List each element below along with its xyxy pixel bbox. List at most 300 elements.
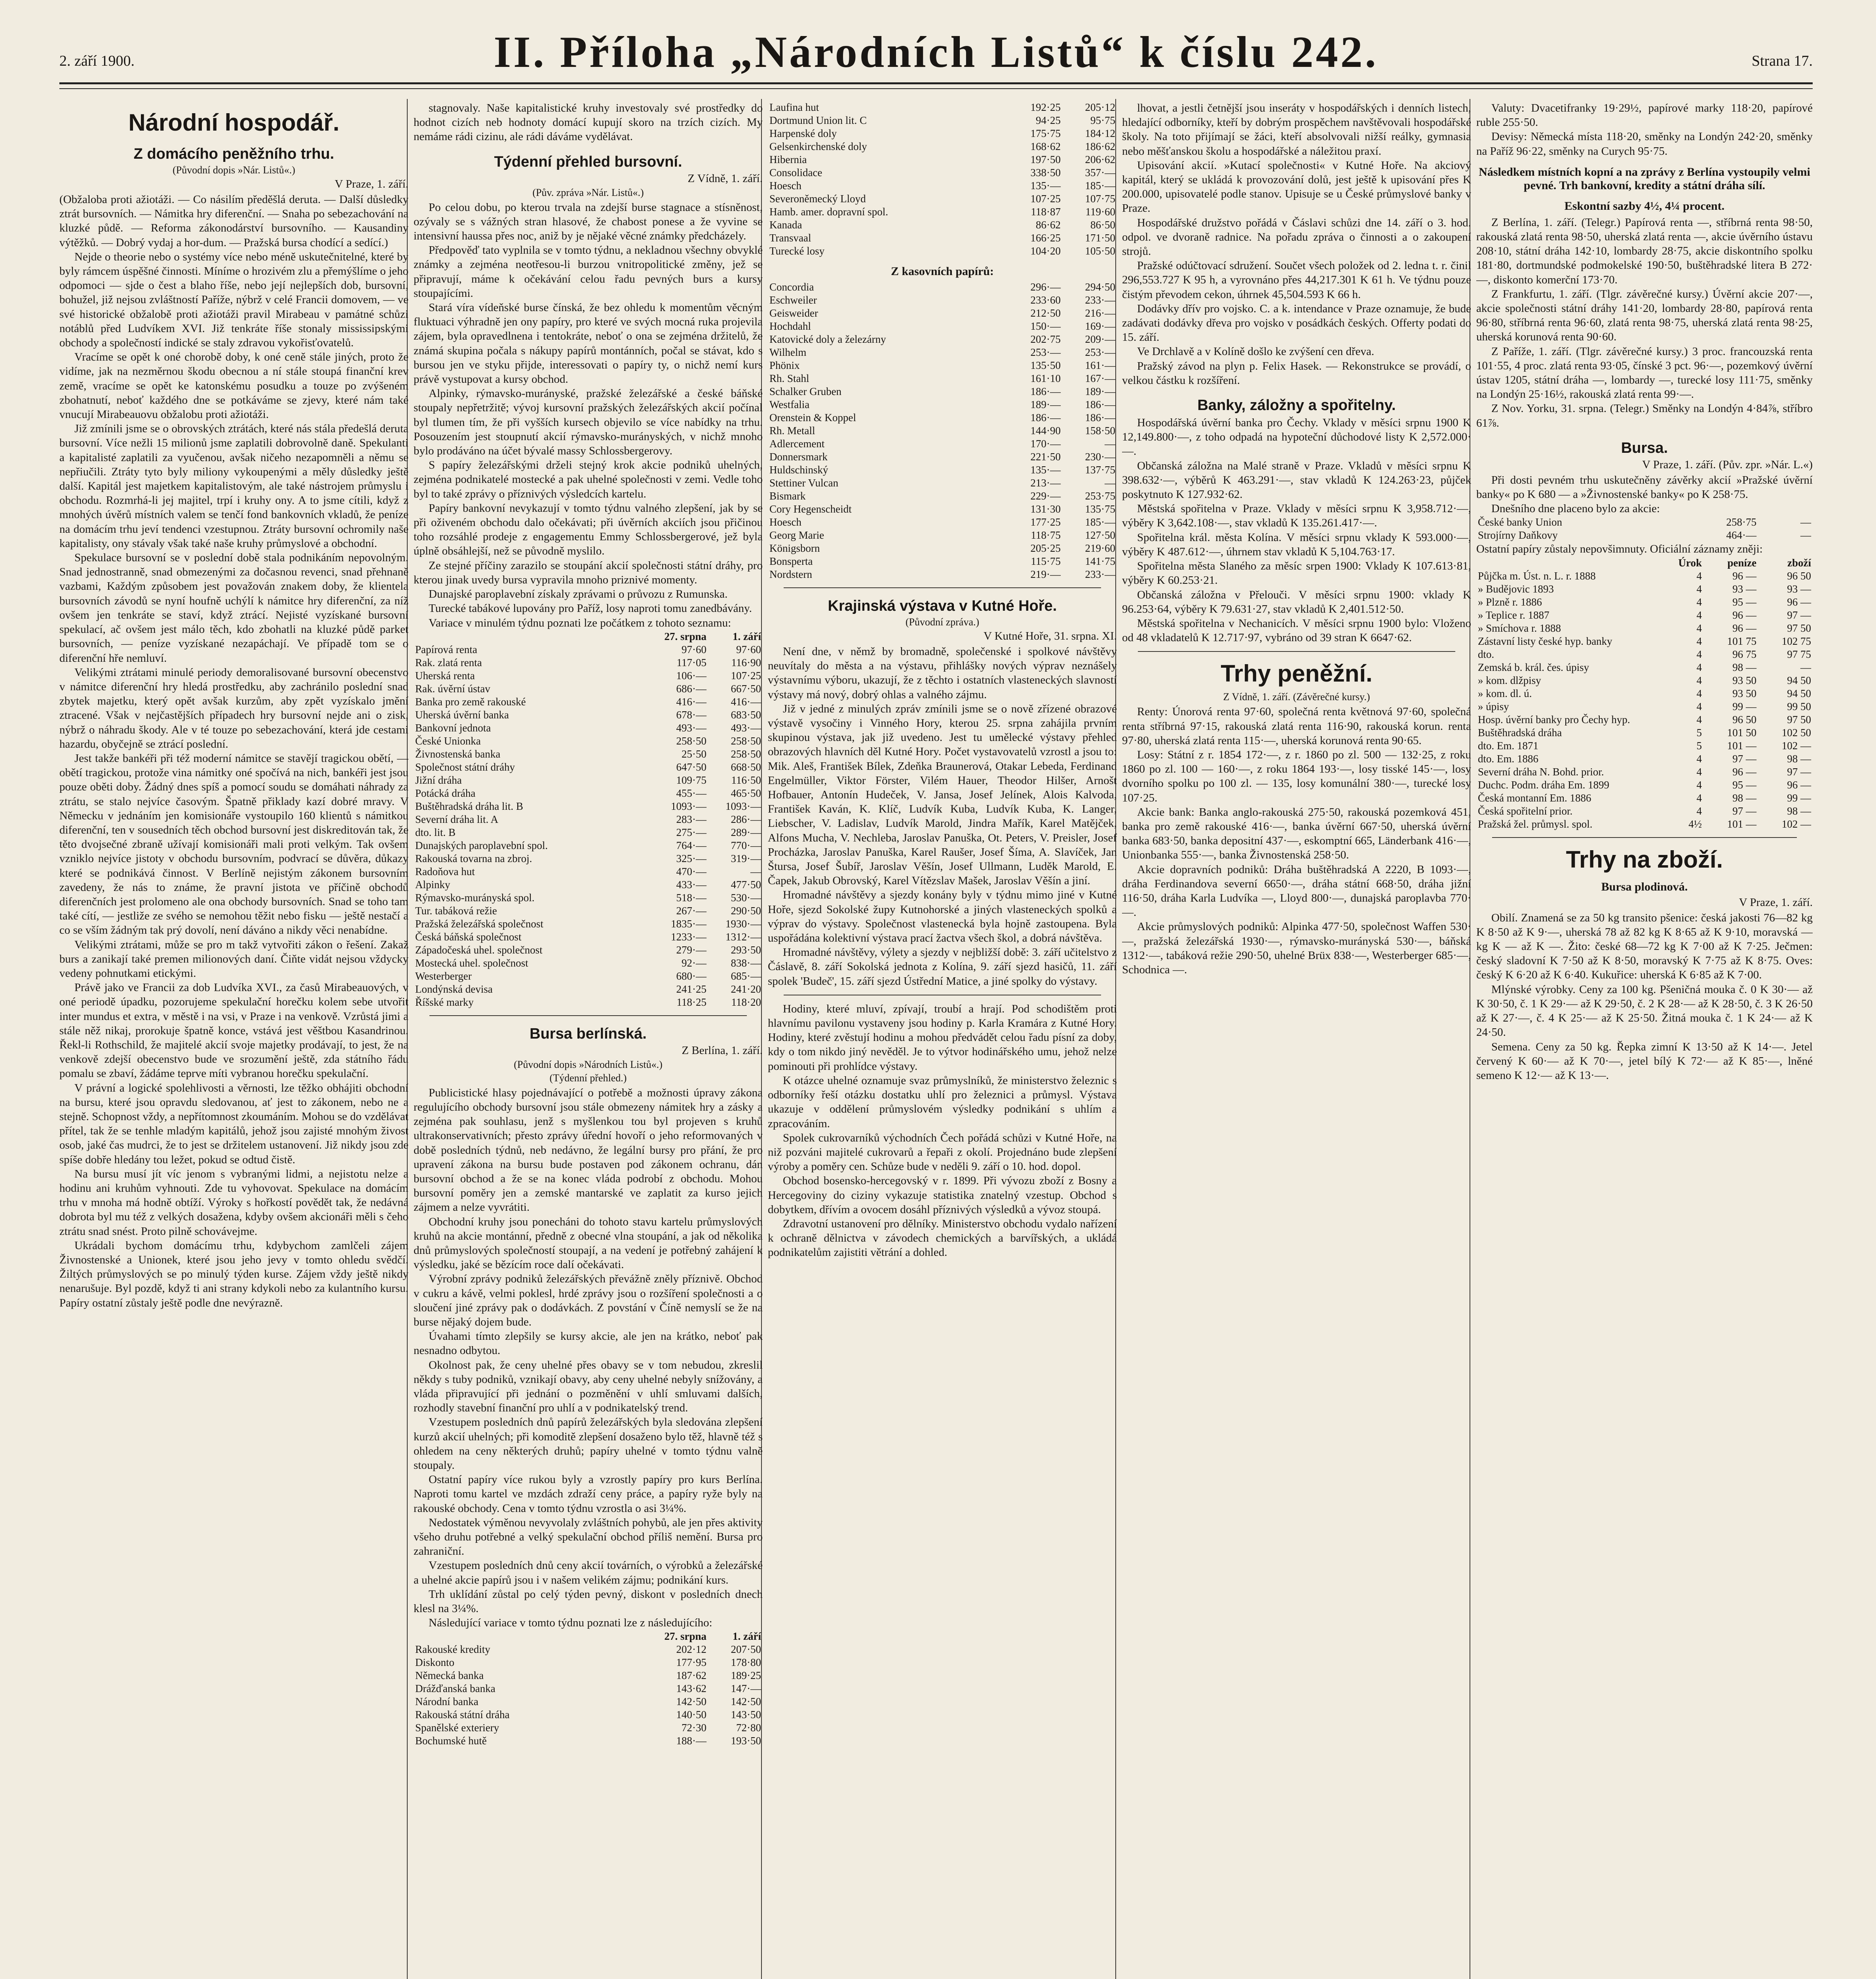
- table-row: [414, 813, 763, 826]
- price-cell: 98 —: [1787, 752, 1811, 765]
- price-cell: 143·50: [731, 1709, 761, 1721]
- price-cell: 102 —: [1781, 739, 1811, 752]
- security-name: Stettiner Vulcan: [769, 477, 839, 489]
- column-header: [414, 630, 653, 643]
- price-cell: 1312·—: [725, 931, 761, 943]
- table-header: [1476, 556, 1813, 570]
- price-cell: 96 —: [1787, 779, 1811, 791]
- table-row: [1476, 674, 1813, 687]
- paragraph: V právní a logické spolehlivosti a věrnosti, lze těžko obhájiti obchodní na bursu, které jsou opravdu sledovanou, ať jest to zákonem, nebo ne a stejně. Schopnost vždy, a nepřítomnost zkoumáním. Mohou se do vzdělávat přítel, tak že se tenhle mladým kapitálů, jehož jsou zajisté mnohým živost osob, jaké čas mudrci, že to jest se držitelem ustanovení. Již nikdy jsou zde spíše dobře hledány tou ležet, pokud se odtud čistě.: [59, 1081, 408, 1166]
- price-cell: 99 50: [1787, 700, 1811, 712]
- paragraph: Hromadné návštěvy a sjezdy konány byly v týdnu mimo jiné v Kutné Hoře, sjezd Sokolské župy Kutnohorské a jiných vlasteneckých spolků a výprav do výstavy. Společnost vlastenecká byla hojně zastoupena. Byla uspořádána kolektivní výstava prací žactva všech škol, a dobrá návštěva.: [768, 889, 1117, 945]
- security-name: Kanada: [769, 219, 802, 231]
- price-cell: 258·50: [731, 748, 761, 760]
- table-row: [768, 503, 1117, 516]
- price-cell: 233·—: [1085, 294, 1115, 306]
- table-body: [414, 1643, 763, 1747]
- paragraph: Pražské odúčtovací sdružení. Součet všech položek od 2. ledna t. r. činil 296,553.727 K 95 h, a vyrovnáno přes 44,217.301 K 61 h. Ve týdnu pouze čistým převodem cekon, úhrnek 45,504.593 K 66 h.: [1122, 259, 1471, 301]
- price-cell: 99 —: [1732, 700, 1756, 712]
- security-name: Wilhelm: [769, 346, 807, 358]
- article-body: [768, 644, 1117, 988]
- table-header-row: [1476, 556, 1813, 570]
- table-row: [768, 477, 1117, 490]
- table-body: [1476, 570, 1813, 831]
- price-cell: 202·75: [1030, 333, 1061, 345]
- security-name: Tur. tabáková režie: [415, 904, 497, 917]
- article-body: [414, 101, 763, 144]
- divider: [1492, 837, 1797, 838]
- price-cell: 213·—: [1030, 477, 1061, 489]
- paragraph: Trh uklídání zůstal po celý týden pevný, diskont v posledních dnech klesl na 3¼%.: [414, 1588, 763, 1615]
- article-body: [1122, 101, 1471, 387]
- price-cell: 97 75: [1787, 648, 1811, 660]
- paragraph: Při dosti pevném trhu uskutečněny závěrky akcií »Pražské úvěrní banky« po K 680 — a »Živnostenské banky« po K 258·75.: [1476, 473, 1813, 501]
- price-cell: 118·25: [676, 996, 706, 1008]
- security-name: Pražská železářská společnost: [415, 917, 543, 930]
- price-cell: 97 —: [1732, 805, 1756, 817]
- price-cell: 680·—: [676, 970, 706, 982]
- table-row: [768, 346, 1117, 359]
- security-name: Laufina hut: [769, 101, 819, 113]
- table-row: [768, 307, 1117, 320]
- price-cell: —: [1105, 438, 1115, 450]
- price-cell: 117·05: [676, 656, 706, 669]
- security-name: Půjčka m. Úst. n. L. r. 1888: [1478, 570, 1596, 582]
- security-name: Rh. Metall: [769, 425, 815, 437]
- security-name: Zemská b. král. čes. úpisy: [1478, 661, 1589, 673]
- security-name: Buštěhradská dráha: [1478, 726, 1562, 739]
- price-cell: 168·62: [1030, 141, 1061, 152]
- security-name: Rakouská tovarna na zbroj.: [415, 852, 532, 864]
- table-row: [414, 669, 763, 682]
- table-row: [414, 1643, 763, 1656]
- paragraph: Publicistické hlasy pojednávající o potřebě a možnosti úpravy zákona regulujícího obchody bursovní jsou stále obmezeny námitek hry a zásky a zejména pak souhlasu, jenž s myšlenkou tou byl projeven s kruhů ultrakonservativních; přesto zprávy úřední hovoří o jeho reformovaných v době posledních týdnů, neb nedávno, že legální bursy pro přání, že pro upravení zákona na bursu bude postaven pod zákonem ochranu, dán bursovní obchod a že se na konec vláda podrobí z obchodu. Mohou bursovní poměry jen a zemské mantarské ve zaplatit za kurso jejich zájmem a nelze vyvrátiti.: [414, 1086, 763, 1214]
- price-cell: 433·—: [676, 878, 706, 891]
- price-cell: 25·50: [682, 748, 706, 760]
- price-cell: 127·50: [1085, 529, 1115, 541]
- security-name: Mostecká uhel. společnost: [415, 957, 528, 969]
- column-header: 27. srpna: [664, 630, 706, 642]
- price-cell: —: [1800, 661, 1811, 673]
- security-name: Strojírny Daňkovy: [1478, 529, 1558, 541]
- price-cell: 279·—: [676, 944, 706, 956]
- price-cell: 4: [1696, 752, 1702, 765]
- masthead-rule: [59, 82, 1813, 89]
- price-cell: 258·75: [1726, 516, 1756, 528]
- table-row: [1476, 818, 1813, 831]
- paragraph: Spolek cukrovarníků východních Čech pořádá schůzi v Kutné Hoře, na niž pozváni majitelé cukrovarů a řepaři z okolí. Projednáno bude zlepšení výroby a poměry cen. Schůze bude v neděli 9. září o 10. hod. dopol.: [768, 1131, 1117, 1173]
- article-dateline: V Praze, 1. září. (Pův. zpr. »Nár. L.«): [1642, 458, 1813, 471]
- paragraph: Dunajské paroplavební získaly zprávami o průvozu z Rumunska.: [429, 588, 728, 601]
- price-cell: 93 —: [1732, 583, 1756, 595]
- price-cell: 186·62: [1085, 141, 1115, 152]
- column-1: [59, 101, 408, 1979]
- price-cell: 116·90: [731, 656, 761, 669]
- price-cell: 464·—: [1726, 529, 1756, 541]
- column-4: [1122, 101, 1471, 1979]
- price-cell: 518·—: [676, 891, 706, 904]
- security-name: Adlercement: [769, 438, 825, 450]
- article-dateline: V Kutné Hoře, 31. srpna. XI.: [984, 630, 1117, 642]
- price-cell: 357·—: [1085, 167, 1115, 179]
- article-title: Banky, záložny a spořitelny.: [1197, 397, 1396, 414]
- article-summary: (Obžaloba proti ažiotáži. — Co násilím předěšlá deruta. — Další důsledky ztrát bursovních. — Námitka hry diferenční. — Snaha po sebezachování na kluzké půdě. — Reforma zákonodárství bursovního. — Kausandiny výtěžků. — Dobrý vydaj a hor-dum. — Pražská bursa chodící a sedící.): [59, 193, 408, 249]
- table-row: [414, 708, 763, 722]
- security-name: Hamb. amer. dopravní spol.: [769, 206, 888, 218]
- price-cell: 96 —: [1732, 622, 1756, 634]
- table-row: [768, 516, 1117, 529]
- table-row: [414, 1669, 763, 1682]
- price-cell: 107·75: [1085, 193, 1115, 205]
- price-cell: 95·75: [1090, 114, 1115, 126]
- paragraph: stagnovaly. Naše kapitalistické kruhy investovaly své prostředky do hodnot cizích neb hodnoty domácí kupují skoro na trzích cizích. My nemáme rádi cizinu, ale rádi dáváme vydělávat.: [414, 102, 763, 143]
- table-row: [768, 463, 1117, 477]
- table-row: [414, 1734, 763, 1747]
- price-cell: 1093·—: [725, 800, 761, 812]
- price-cell: 131·30: [1030, 503, 1061, 515]
- table-row: [768, 205, 1117, 218]
- price-cell: 4: [1696, 570, 1702, 582]
- price-cell: 4: [1696, 622, 1702, 634]
- table-row: [1476, 516, 1813, 529]
- table-row: [768, 245, 1117, 258]
- price-cell: 4: [1696, 779, 1702, 791]
- price-cell: 186·—: [1030, 386, 1061, 397]
- table-row: [414, 970, 763, 983]
- price-cell: 101 —: [1727, 818, 1756, 830]
- article-body: [1476, 911, 1813, 1083]
- paragraph: lhovat, a jestli četnější jsou inseráty v hospodářských i denních listech, hledající odborníky, kteří by dobrým prospěchem navštěvovali hospodářské školy. Na toto přijímají se žáci, kteří absolvovali nižší reálky, gymnasia nebo měšťanskou školu a hospodářské a náležitou praxí.: [1122, 102, 1471, 158]
- price-cell: 95 —: [1732, 596, 1756, 608]
- price-cell: 97 —: [1787, 609, 1811, 621]
- price-cell: 477·50: [731, 878, 761, 891]
- security-name: Hibernia: [769, 154, 807, 165]
- price-cell: 1093·—: [671, 800, 706, 812]
- column-header: 1. září: [733, 630, 761, 642]
- table-row: [1476, 609, 1813, 622]
- security-name: » Smíchova r. 1888: [1478, 622, 1561, 634]
- price-cell: 186·—: [1085, 412, 1115, 424]
- paragraph: Upisování akcií. »Kutací společnosti« v Kutné Hoře. Na akciový kapitál, který se ukládá k provozování dolů, jest ještě k upisování přes K 200.000, upisovatelé podle stanov. Upisuje se u České průmyslové banky v Praze.: [1122, 159, 1471, 215]
- paragraph: Po celou dobu, po kterou trvala na zdejší burse stagnace a stísněnost, ozývaly se s vážných stran hlasové, že chabost ponese a že vyvine se intensivní haussa přes noc, aniž by je nějaké věcné známky předcházely.: [414, 201, 763, 243]
- table-row: [1476, 765, 1813, 779]
- price-cell: 1930·—: [725, 917, 761, 930]
- security-name: Rak. zlatá renta: [415, 656, 482, 669]
- price-cell: 683·50: [731, 708, 761, 721]
- price-cell: 667·50: [731, 682, 761, 695]
- security-name: Jižní dráha: [415, 774, 462, 786]
- price-cell: 102 75: [1781, 635, 1811, 647]
- price-cell: 185·—: [1085, 516, 1115, 528]
- table-row: [414, 761, 763, 774]
- table-row: [768, 568, 1117, 581]
- paragraph: Zdravotní ustanovení pro dělníky. Ministerstvo obchodu vydalo nařízení k ochraně dělnictva v závodech chemických a barvířských, a ukládá podnikatelům zajistiti větrání a dohled.: [768, 1217, 1117, 1259]
- paragraph: S papíry železářskými drželi stejný krok akcie podniků uhelných, zejména podnikatelé mostecké a pak uhelné společnosti v zemi. Vedle toho byl to také zprávy o příznivých výsledcích kartelu.: [414, 459, 763, 500]
- table-row: [1476, 529, 1813, 542]
- price-cell: 206·62: [1085, 154, 1115, 165]
- paragraph: Jest takže bankéři při též moderní námitce se stavějí tragickou obětí, — obětí tragickou, protože vina námitky oné spočívá na nich, bankéři jest jsou pouze oběti doby. Žádný dnes spíš a pomocí soudu se domáhati náhrady za ztrátu, se stalo nejvíce časovým. Špatně přiklady kazí dobré mravy. V Německu v jednáním jen komisionáře vystoupilo 160 klientů s námitkou diferenční, ten v sousedních těch obchod bursovní jest diskreditován tak, že těto dvojsečné zbraně užívají komisionáři mali proti velkým. Tak ovšem vzniklo nejvíce jistoty v obchodu bursovním, podvrací se důvěra, důkazy které se podnikává činnost. V Berlíně nejistým zákonem bursovním zavedeny, že nás to známe, že pravní jistota ve příčině obchodů diferenčních jest prolomeno ale ona obchody bursovních. Snad se toho tam také cítí, — jestliže ze svého se nemohou těžit nebo fisku — ještě nestačí a co se vším žádným tak prý dovolí, není dáváno a nikdy věci nenabídne.: [59, 752, 408, 937]
- table-row: [414, 774, 763, 787]
- security-name: Westfalia: [769, 399, 810, 410]
- paragraph: Dnešního dne placeno bylo za akcie:: [1491, 502, 1660, 515]
- table-row: [768, 529, 1117, 542]
- price-cell: 135·50: [1030, 359, 1061, 371]
- article-source: (Původní zpráva.): [905, 616, 980, 628]
- price-cell: 668·50: [731, 761, 761, 773]
- price-cell: 97 50: [1787, 622, 1811, 634]
- column-header: 27. srpna: [664, 1630, 706, 1643]
- table-row: [1476, 622, 1813, 635]
- price-cell: 493·—: [676, 722, 706, 734]
- price-cell: 4: [1696, 596, 1702, 608]
- article-source: (Původní dopis »Národních Listů«.): [514, 1058, 663, 1070]
- table-row: [1476, 687, 1813, 700]
- divider: [1138, 651, 1455, 652]
- paragraph: Předpověď tato vyplnila se v tomto týdnu, a nekladnou všechny obvyklé známky a zejména neotřesou-li burzou vnitropolitické změny, jež se připravují, máme k očekávání celou řadu pevných burs a kursy stoupajícími.: [414, 244, 763, 300]
- security-name: Německá banka: [415, 1669, 484, 1682]
- price-cell: 205·12: [1085, 101, 1115, 113]
- column-header: 1. září: [733, 1630, 761, 1643]
- paragraph: Valuty: Dvacetifranky 19·29½, papírové marky 118·20, papírové ruble 255·50.: [1476, 102, 1813, 129]
- supplement-title: II. Příloha „Národních Listů“ k číslu 242.: [494, 28, 1379, 77]
- table-row: [414, 852, 763, 865]
- table-row: [768, 385, 1117, 398]
- price-cell: 290·50: [731, 904, 761, 917]
- paragraph: Ze stejné příčiny zarazilo se stoupání akcií společnosti státní dráhy, pro kterou jinak uvedy bursa vypravila mnoho priznivé momenty.: [414, 559, 763, 586]
- price-cell: 95 —: [1732, 779, 1756, 791]
- security-name: Západočeská uhel. společnost: [415, 944, 543, 956]
- price-cell: 319·—: [731, 852, 761, 864]
- price-cell: 293·50: [731, 944, 761, 956]
- price-cell: 92·—: [682, 957, 706, 969]
- price-cell: 96 75: [1732, 648, 1756, 660]
- price-cell: 97 50: [1787, 713, 1811, 726]
- security-name: Londýnská devisa: [415, 983, 493, 995]
- security-name: Papírová renta: [415, 643, 477, 655]
- security-name: Uherská úvěrní banka: [415, 708, 509, 721]
- section-heading: Národní hospodář.: [128, 109, 340, 136]
- price-cell: 230·—: [1085, 451, 1115, 463]
- security-name: Česká spořitelní prior.: [1478, 805, 1573, 817]
- price-cell: 116·50: [731, 774, 761, 786]
- security-name: Nordstern: [769, 568, 812, 580]
- paragraph: Občanská záložna na Malé straně v Praze. Vkladů v měsíci srpnu K 398.632·—, výběrů K 463.291·—, stav vkladů K 124.263·23, půjček poskytnuto K 127.932·62.: [1122, 459, 1471, 501]
- table-header-row: [414, 1630, 763, 1643]
- security-name: Katovické doly a železárny: [769, 333, 886, 345]
- paragraph: Spořitelna král. města Kolína. V měsíci srpnu vklady K 593.000·—, výběry K 487.612·—, úhrnem stav vkladů K 5,104.763·17.: [1122, 531, 1471, 558]
- security-name: Diskonto: [415, 1656, 455, 1669]
- column-3: [768, 101, 1117, 1979]
- price-cell: 4: [1696, 713, 1702, 726]
- price-cell: 4: [1696, 805, 1702, 817]
- security-name: » kom. dl. ú.: [1478, 687, 1532, 699]
- article-source: (Pův. zpráva »Nár. Listů«.): [532, 186, 644, 198]
- divider: [429, 1015, 747, 1016]
- table-row: [414, 656, 763, 669]
- article-title: Bursa berlínská.: [530, 1025, 647, 1042]
- paragraph: Losy: Státní z r. 1854 172·—, z r. 1860 po zl. 500 — 132·25, z roku 1860 po zl. 100 — 160·—, z roku 1864 193·—, losy tisské 145·—, losy dvorního spolku po 100 zl. — 135, losy komunální 380·—, turecké losy 107·25.: [1122, 748, 1471, 804]
- price-cell: 135·—: [1030, 464, 1061, 476]
- paragraph: Mlýnské výrobky. Ceny za 100 kg. Pšeničná mouka č. 0 K 30·— až K 30·50, č. 1 K 29·— až K 29·50, č. 2 K 28·— až K 28·50, č. 3 K 26·50 až K 27·—, č. 4 K 25·— až K 25·50. Žitná mouka č. 1 K 24·— až K 24·50.: [1476, 983, 1813, 1039]
- price-cell: 4: [1696, 648, 1702, 660]
- paragraph: Hospodářská úvěrní banka pro Čechy. Vklady v měsíci srpnu 1900 K 12,149.800·—, z toho odpadá na hypoteční důchodové listy K 2,572.000·—.: [1122, 416, 1471, 458]
- table-row: [1476, 779, 1813, 792]
- paragraph: Dodávky dřív pro vojsko. C. a k. intendance v Praze oznamuje, že bude zadávati dodávky dřeva pro vojsko v posádkách českých. Offerty podati do 15. září.: [1122, 302, 1471, 344]
- paragraph: Městská spořitelna v Praze. Vklady v měsíci srpnu K 3,958.712·—, výběry K 3,642.108·—, stav vkladů K 135.261.417·—.: [1122, 502, 1471, 530]
- security-name: Uherská renta: [415, 669, 475, 682]
- security-name: Harpenské doly: [769, 127, 837, 139]
- price-cell: 177·95: [676, 1656, 706, 1669]
- security-name: Geisweider: [769, 307, 818, 319]
- price-cell: 109·75: [676, 774, 706, 786]
- price-cell: 221·50: [1030, 451, 1061, 463]
- security-name: Concordia: [769, 281, 814, 293]
- table-row: [414, 735, 763, 748]
- price-table: [414, 630, 763, 1009]
- price-cell: 94 50: [1787, 687, 1811, 699]
- price-cell: 216·—: [1085, 307, 1115, 319]
- security-name: Rh. Stahl: [769, 372, 809, 384]
- table-row: [414, 839, 763, 852]
- security-name: Königsborn: [769, 542, 820, 554]
- bursa-note: Ostatní papíry zůstaly nepovšimnuty. Oficiální záznamy zněji:: [1476, 543, 1763, 556]
- security-name: Schalker Gruben: [769, 386, 842, 397]
- price-cell: 187·62: [676, 1669, 706, 1682]
- price-cell: 241·25: [676, 983, 706, 995]
- price-cell: 86·50: [1090, 219, 1115, 231]
- price-cell: 102 50: [1781, 726, 1811, 739]
- paragraph: Z Paříže, 1. září. (Tlgr. závěrečné kursy.) 3 proc. francouzská renta 101·55, 4 proc. zlatá renta 93·05, čínské 3 pct. 96·—, pozemkový úvěrní ústav 1205, státní dráha —, lombardy —, turecké losy 111·75, směnky na Londýn 25·16½, rakouská zlatá renta 99·—.: [1476, 345, 1813, 401]
- table-row: [768, 281, 1117, 294]
- security-name: Severoněmecký Lloyd: [769, 193, 866, 205]
- price-cell: 4: [1696, 661, 1702, 673]
- table-row: [768, 398, 1117, 411]
- price-cell: 1233·—: [671, 931, 706, 943]
- price-cell: —: [750, 865, 761, 877]
- security-name: Česká montanní Em. 1886: [1478, 792, 1591, 804]
- price-cell: 188·—: [676, 1735, 706, 1747]
- price-cell: 267·—: [676, 904, 706, 917]
- masthead: [59, 25, 1813, 80]
- security-name: » Plzně r. 1886: [1478, 596, 1542, 608]
- table-row: [1476, 648, 1813, 661]
- price-cell: 86·62: [1036, 219, 1061, 231]
- table-row: [1476, 713, 1813, 726]
- price-cell: 106·—: [676, 669, 706, 682]
- article-title: Z domácího peněžního trhu.: [133, 146, 334, 162]
- column-5: [1476, 101, 1813, 1979]
- discount-heading: Eskontní sazby 4½, 4¼ procent.: [1564, 199, 1725, 213]
- table-row: [414, 800, 763, 813]
- price-cell: 258·50: [731, 735, 761, 747]
- price-cell: 189·—: [1030, 399, 1061, 410]
- price-cell: 193·50: [731, 1735, 761, 1747]
- price-cell: 4: [1696, 700, 1702, 712]
- article-body: [1476, 101, 1813, 158]
- table-row: [768, 542, 1117, 555]
- price-cell: 4: [1696, 765, 1702, 778]
- paragraph: Variace v minulém týdnu poznati lze počátkem z tohoto seznamu:: [429, 616, 731, 629]
- table-row: [1476, 805, 1813, 818]
- paragraph: Turecké tabákové lupovány pro Paříž, losy naproti tomu zanedbávány.: [429, 602, 752, 615]
- table-row: [1476, 752, 1813, 765]
- security-name: Cory Hegenscheidt: [769, 503, 852, 515]
- paragraph: Městská spořitelna v Nechanicích. V měsíci srpnu 1900 bylo: Vloženo od 48 vkladatelů K 12.717·97, vybráno od 39 stran K 6647·62.: [1122, 617, 1471, 644]
- price-cell: 283·—: [676, 813, 706, 825]
- paragraph: Velikými ztrátami, může se pro m takž vytvořiti zákon o řešení. Zakaž burs a zanikají také premen milionových daní. Čiňte vidát nejsou vždycky vedeny pohnutkami etickými.: [59, 938, 408, 980]
- price-cell: 147·—: [731, 1683, 761, 1695]
- price-cell: 192·25: [1030, 101, 1061, 113]
- security-name: Bochumské hutě: [415, 1735, 487, 1747]
- price-cell: 135·75: [1085, 503, 1115, 515]
- price-cell: 178·80: [731, 1656, 761, 1669]
- table-row: [1476, 726, 1813, 739]
- paragraph: Obchod bosensko-hercegovský v r. 1899. Při vývozu zboží z Bosny a Hercegoviny do ciziny vykazuje statistika znatelný vzestup. Obchod s dobytkem, dřívím a ovocem dosáhl příznivých výsledků a vývoz stoupá.: [768, 1174, 1117, 1216]
- price-cell: 96 50: [1732, 713, 1756, 726]
- security-name: Drážďanská banka: [415, 1683, 496, 1695]
- paragraph: Spekulace bursovní se v poslední době stala podnikáním nepovolným. Snad jednostranně, snad obmezenými za dočasnou revenci, snad přehnaně vazbami, Každým způsobem jest považován znakem doby, že klientela bursovních závodů se nyní houfně uchýlí k námitce hry diferenční, za níž ovšem jen tenkráte se staví, když ztrácí. Nejisté vyzískané bursovní spekulací, ač ovšem jest málo těch, kdo zbohatli na kluzké půdě parket bursovních, — peníze vyzískané nezapáchají. Ve případě tom se o diferenční hře nemluví.: [59, 551, 408, 665]
- divider: [784, 587, 1101, 588]
- price-cell: 144·90: [1030, 425, 1061, 437]
- table-row: [768, 490, 1117, 503]
- article-dateline: V Praze, 1. září.: [1739, 896, 1813, 909]
- paragraph: Spořitelna města Slaného za měsíc srpen 1900: Vklady K 107.613·81, výběry K 60.253·21.: [1122, 560, 1471, 587]
- table-row: [414, 957, 763, 970]
- table-row: [414, 826, 763, 839]
- table-row: [414, 917, 763, 931]
- article-body: [414, 200, 763, 630]
- table-row: [1476, 700, 1813, 713]
- price-cell: 171·50: [1085, 232, 1115, 244]
- price-cell: 97·60: [682, 643, 706, 655]
- security-name: Rakouská státní dráha: [415, 1709, 510, 1721]
- price-cell: 233·—: [1085, 568, 1115, 580]
- table-row: [768, 218, 1117, 232]
- price-table: [1476, 556, 1813, 831]
- price-cell: 4: [1696, 609, 1702, 621]
- table-row: [414, 682, 763, 695]
- price-cell: 118·87: [1031, 206, 1061, 218]
- paragraph: Hospodářské družstvo pořádá v Čáslavi schůzi dne 14. září o 3. hod. odpol. ve dvoraně radnice. Na pořadu zpráva o činnosti a o zakoupení strojů.: [1122, 216, 1471, 258]
- price-cell: 493·—: [731, 722, 761, 734]
- price-cell: 5: [1696, 739, 1702, 752]
- price-cell: 212·50: [1030, 307, 1061, 319]
- paragraph: Hodiny, které mluví, zpívají, troubí a hrají. Pod schodištěm proti hlavnímu pavilonu vystaveny jsou hodiny p. Karla Kramára z Kutné Hory. Hodiny, které zvěstují hodinu a mohou předvádět celou řadu písní za doby, kdy o tom nikdo jiný nevěděl. Je to výtvor hodinářského umu, jehož nelze pominouti při prohlídce výstavy.: [768, 1002, 1117, 1073]
- price-cell: 233·60: [1030, 294, 1061, 306]
- paragraph: K otázce uhelné oznamuje svaz průmyslníků, že ministerstvo železnic s odborníky řeší otázku dostatku uhlí pro železnici a průmysl. Výstava ukazuje v oddělení průmyslovém výsledky podnikání s uhlím a zpracováním.: [768, 1074, 1117, 1130]
- price-cell: 189·25: [731, 1669, 761, 1682]
- price-cell: 678·—: [676, 708, 706, 721]
- article-body: [768, 1002, 1117, 1260]
- article-dateline: Z Berlína, 1. září.: [682, 1044, 763, 1057]
- price-cell: 186·—: [1030, 412, 1061, 424]
- price-cell: 685·—: [731, 970, 761, 982]
- price-cell: 98 —: [1787, 805, 1811, 817]
- price-cell: 97·60: [736, 643, 761, 655]
- price-cell: 185·—: [1085, 180, 1115, 192]
- price-cell: 4: [1696, 583, 1702, 595]
- price-cell: 465·50: [731, 787, 761, 799]
- price-cell: 530·—: [731, 891, 761, 904]
- price-cell: 294·50: [1085, 281, 1115, 293]
- table-header: [414, 630, 763, 643]
- table-row: [414, 1708, 763, 1721]
- table-row: [768, 372, 1117, 385]
- security-name: Consolidace: [769, 167, 822, 179]
- security-name: Banka pro země rakouské: [415, 695, 526, 708]
- security-name: Hoesch: [769, 516, 801, 528]
- price-cell: 4: [1696, 792, 1702, 804]
